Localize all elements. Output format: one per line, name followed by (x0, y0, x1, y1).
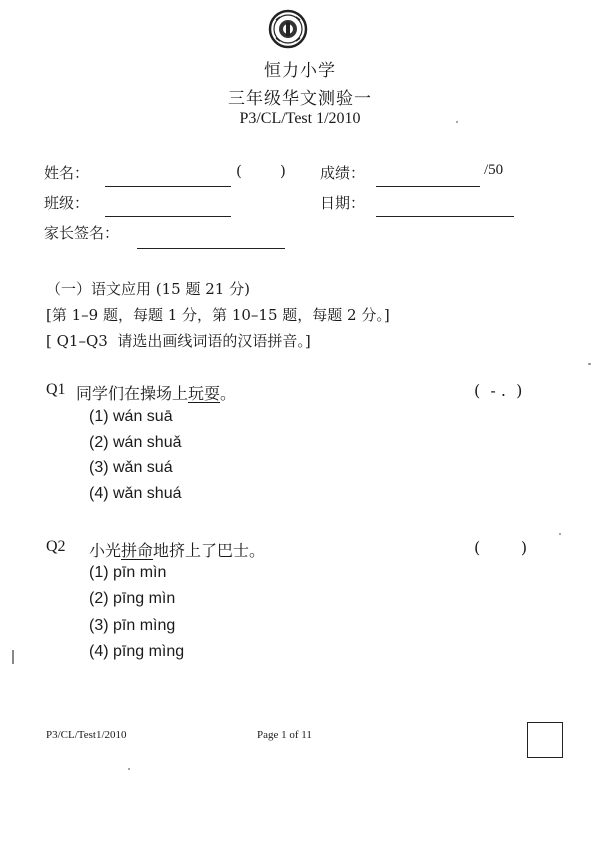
name-field[interactable] (105, 186, 231, 187)
q1-option-4[interactable]: (4) wǎn shuá (89, 485, 182, 502)
q1-text-before: 同学们在操场上 (76, 384, 189, 403)
name-paren: ( ) (236, 162, 286, 180)
q2-option-4[interactable]: (4) pīng mìng (89, 643, 185, 660)
section-heading: （一）语文应用 (15 题 21 分) (46, 280, 250, 298)
q1-underlined-word: 玩耍 (188, 384, 221, 403)
date-label: 日期： (320, 194, 366, 212)
scan-speck (456, 121, 458, 123)
scan-speck (588, 363, 591, 365)
score-label: 成绩： (320, 164, 366, 182)
q1-text (76, 381, 236, 404)
parent-sign-field[interactable] (137, 248, 285, 249)
parent-sign-label: 家长签名： (44, 224, 120, 242)
q2-answer-paren[interactable]: ( ) (474, 538, 528, 557)
q1-number: Q1 (46, 381, 66, 398)
q2-text-after: 地挤上了巴士。 (153, 541, 266, 560)
test-title: 三年级华文测验一 (228, 89, 372, 109)
q1-option-1[interactable]: (1) wán suā (89, 408, 173, 425)
class-label: 班级： (44, 194, 90, 212)
score-total: /50 (484, 162, 504, 178)
footer-code: P3/CL/Test1/2010 (46, 729, 127, 741)
q2-number: Q2 (46, 538, 66, 555)
q2-option-3[interactable]: (3) pīn mìng (89, 617, 176, 634)
school-name: 恒力小学 (264, 61, 336, 81)
q1-answer-paren[interactable]: ( - . ) (474, 381, 523, 400)
q2-text (89, 538, 265, 561)
instruction: [ Q1–Q3 请选出画线词语的汉语拼音。] (46, 332, 311, 350)
scan-speck (128, 768, 130, 770)
page-score-box[interactable] (527, 722, 563, 758)
q1-text-after: 。 (220, 384, 237, 403)
marks-note: [第 1–9 题，每题 1 分，第 10–15 题，每题 2 分。] (46, 306, 390, 324)
class-field[interactable] (105, 216, 231, 217)
scan-speck (12, 650, 14, 664)
name-label: 姓名： (44, 164, 90, 182)
school-logo (268, 8, 308, 50)
test-code: P3/CL/Test 1/2010 (239, 110, 361, 127)
q2-text-before: 小光 (89, 541, 122, 560)
q2-underlined-word: 拼命 (121, 541, 154, 560)
score-field[interactable] (376, 186, 480, 187)
q2-option-1[interactable]: (1) pīn mìn (89, 564, 167, 581)
q2-option-2[interactable]: (2) pīng mìn (89, 590, 176, 607)
date-field[interactable] (376, 216, 514, 217)
footer-page: Page 1 of 11 (257, 729, 312, 741)
scan-speck (559, 533, 561, 535)
q1-option-3[interactable]: (3) wǎn suá (89, 459, 173, 476)
q1-option-2[interactable]: (2) wán shuǎ (89, 434, 182, 451)
